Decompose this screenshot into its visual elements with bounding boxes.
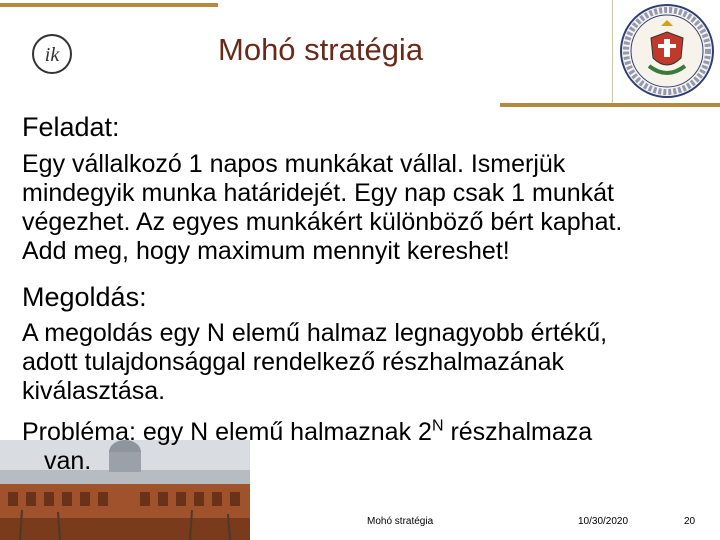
- svg-text:ik: ik: [44, 44, 60, 66]
- section-heading-megoldas: Megoldás:: [22, 282, 147, 312]
- body-line: A megoldás egy N elemű halmaz legnagyobb értékű,: [22, 319, 608, 347]
- footer-title: Mohó stratégia: [367, 516, 434, 527]
- problem-line: [22, 418, 592, 447]
- university-seal-icon: [612, 0, 720, 103]
- body-line: Add meg, hogy maximum mennyit kereshet!: [22, 237, 510, 265]
- top-left-rule: [0, 3, 218, 7]
- body-line: mindegyik munka határidejét. Egy nap csak 1 munkát: [22, 179, 614, 207]
- section-heading-feladat: Feladat:: [22, 112, 120, 142]
- slide-title: Mohó stratégia: [218, 32, 424, 67]
- top-right-rule: [500, 103, 720, 107]
- body-line: végezhet. Az egyes munkákért különböző bért kaphat.: [22, 208, 623, 236]
- body-line: adott tulajdonsággal rendelkező részhalmazának: [22, 348, 565, 376]
- body-line: kiválasztása.: [22, 377, 166, 405]
- body-line: Egy vállalkozó 1 napos munkákat vállal. Ismerjük: [22, 150, 566, 178]
- footer-date: 10/30/2020: [578, 516, 629, 527]
- problem-statement: [22, 418, 592, 476]
- problem-text: Probléma: egy N elemű halmaznak 2: [22, 418, 432, 446]
- footer-page-number: 20: [684, 516, 696, 527]
- problem-line-2: van.: [44, 447, 92, 475]
- section-body-feladat: [22, 150, 622, 266]
- section-body-megoldas: [22, 319, 607, 406]
- problem-exponent: N: [431, 417, 444, 435]
- ik-logo-icon: [30, 32, 74, 76]
- problem-text-end: részhalmaza: [443, 418, 593, 446]
